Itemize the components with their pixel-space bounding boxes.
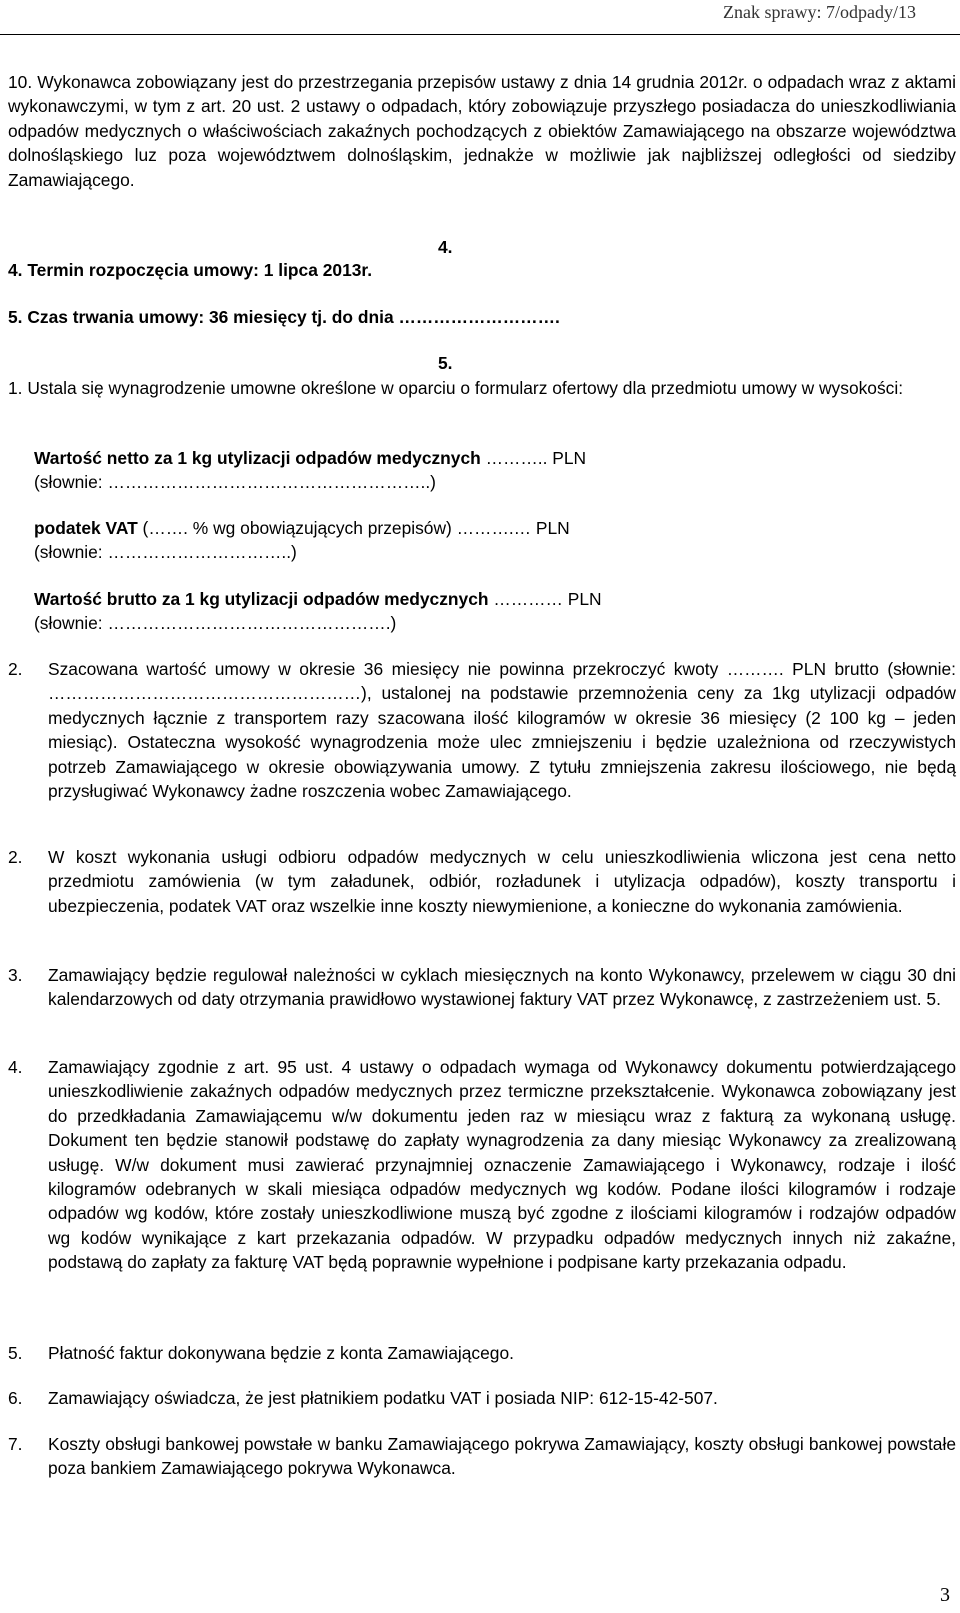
vat-label: podatek VAT: [34, 518, 138, 538]
list-item: [8, 1055, 956, 1275]
list-item: [8, 1432, 956, 1481]
section-5-heading: 5. Czas trwania umowy: 36 miesięcy tj. do dnia ……………………….: [8, 307, 560, 327]
list-item-number: 7.: [8, 1434, 23, 1454]
list-item: [8, 657, 956, 803]
netto-value: ……….. PLN: [480, 448, 587, 468]
list-item-text: Zamawiający zgodnie z art. 95 ust. 4 ustawy o odpadach wymaga od Wykonawcy dokumentu potwierdzającego unieszkodliwienie zakaźnych odpadów medycznych przez termiczne przekształcenie. Wykonawca zobowiązany jest do przedkładania Zamawiającemu w/w dokumentu jeden raz w miesiącu wraz z fakturą za wykonaną usługę. Dokument ten będzie stanowił podstawę do zapłaty wynagrodzenia za dany miesiąc Wykonawcy za zrealizowaną usługę. W/w dokument musi zawierać przynajmniej oznaczenie Zamawiającego i Wykonawcy, rodzaje i ilość kilogramów odebranych w skali miesiąca odpadów medycznych wg kodów. Podane ilości kilogramów i rodzaje odpadów wg kodów, które zostały unieszkodliwione muszą być zgodne z ilościami kilogramów i rodzajów odpadów wg kodów wynikające z kart przekazania odpadów. W przypadku odpadów medycznych innych niż zakaźne, podstawą do zapłaty za fakturę VAT będą poprawnie wypełnione i podpisane karty przekazania odpadu.: [48, 1057, 956, 1273]
netto-words: (słownie: ………………………………………………..): [34, 472, 436, 492]
vat-words: (słownie: …………………………..): [34, 542, 297, 562]
list-item-number: 6.: [8, 1388, 23, 1408]
section-4-heading: 4. Termin rozpoczęcia umowy: 1 lipca 2013r.: [8, 260, 373, 280]
list-item: [8, 1341, 956, 1365]
paragraph-10-text: Wykonawca zobowiązany jest do przestrzegania przepisów ustawy z dnia 14 grudnia 2012r. o odpadach wraz z aktami wykonawczymi, w tym z art. 20 ust. 2 ustawy o odpadach, który zobowiązuje przyszłego posiadacza do unieszkodliwiania odpadów medycznych o właściwościach zakaźnych pochodzących z obiektów Zamawiającego na obszarze województwa dolnośląskiego luz poza województwem dolnośląskim, jednakże w możliwie jak najbliższej odległości od siedziby Zamawiającego.: [8, 72, 956, 190]
list-item-number: 4.: [8, 1057, 23, 1077]
page-number: 3: [940, 1584, 950, 1606]
section-5-marker: 5.: [438, 353, 453, 373]
list-item: [8, 963, 956, 1012]
remuneration-intro-text: Ustala się wynagrodzenie umowne określone w oparciu o formularz ofertowy dla przedmiotu umowy w wysokości:: [27, 378, 904, 398]
list-item-text: Zamawiający będzie regulował należności w cyklach miesięcznych na konto Wykonawcy, przelewem w ciągu 30 dni kalendarzowych od daty otrzymania prawidłowo wystawionej faktury VAT przez Wykonawcę, z zastrzeżeniem ust. 5.: [48, 965, 956, 1010]
list-item-text: Koszty obsługi bankowej powstałe w banku Zamawiającego pokrywa Zamawiający, koszty obsługi bankowej powstałe poza bankiem Zamawiającego pokrywa Wykonawca.: [48, 1434, 956, 1479]
list-item-text: Zamawiający oświadcza, że jest płatnikiem podatku VAT i posiada NIP: 612-15-42-507.: [48, 1388, 718, 1408]
brutto-value: ………… PLN: [488, 589, 602, 609]
vat-line: [34, 516, 570, 540]
section-4-marker: 4.: [438, 237, 453, 257]
case-number-header: Znak sprawy: 7/odpady/13: [723, 2, 916, 22]
netto-line: [34, 446, 586, 470]
list-item-number: 2.: [8, 847, 23, 867]
list-item-number: 2.: [8, 659, 23, 679]
header-divider: [0, 34, 960, 35]
brutto-line: [34, 587, 602, 611]
list-item-number: 5.: [8, 1343, 23, 1363]
brutto-label: Wartość brutto za 1 kg utylizacji odpadów medycznych: [34, 589, 489, 609]
netto-label: Wartość netto za 1 kg utylizacji odpadów medycznych: [34, 448, 481, 468]
remuneration-intro-number: 1.: [8, 378, 23, 398]
remuneration-intro: [8, 376, 956, 400]
paragraph-10-number: 10.: [8, 72, 33, 92]
list-item-text: W koszt wykonania usługi odbioru odpadów medycznych w celu unieszkodliwienia wliczona jest cena netto przedmiotu zamówienia (w tym załadunek, odbiór, rozładunek i utylizacja odpadów), koszty transportu i ubezpieczenia, podatek VAT oraz wszelkie inne koszty niewymienione, a konieczne do wykonania zamówienia.: [48, 847, 956, 916]
list-item-number: 3.: [8, 965, 23, 985]
brutto-words: (słownie: ………………………………………….): [34, 613, 397, 633]
list-item-text: Szacowana wartość umowy w okresie 36 miesięcy nie powinna przekroczyć kwoty ………. PLN brutto (słownie: ………………………………………………), ustalonej na podstawie przemnożenia ceny za 1kg utylizacji odpadów medycznych łącznie z transportem razy szacowana ilość kilogramów w okresie 36 miesięcy (2 100 kg – jeden miesiąc). Ostateczna wysokość wynagrodzenia może ulec zmniejszeniu i będzie uzależniona od rzeczywistych potrzeb Zamawiającego w okresie obowiązywania umowy. Z tytułu zmniejszenia zakresu ilościowego, nie będą przysługiwać Wykonawcy żadne roszczenia wobec Zamawiającego.: [48, 659, 956, 802]
list-item: [8, 1386, 956, 1410]
list-item-text: Płatność faktur dokonywana będzie z konta Zamawiającego.: [48, 1343, 514, 1363]
paragraph-10: [8, 70, 956, 192]
list-item: [8, 845, 956, 918]
vat-value: (……. % wg obowiązujących przepisów) ……….… PLN: [137, 518, 570, 538]
